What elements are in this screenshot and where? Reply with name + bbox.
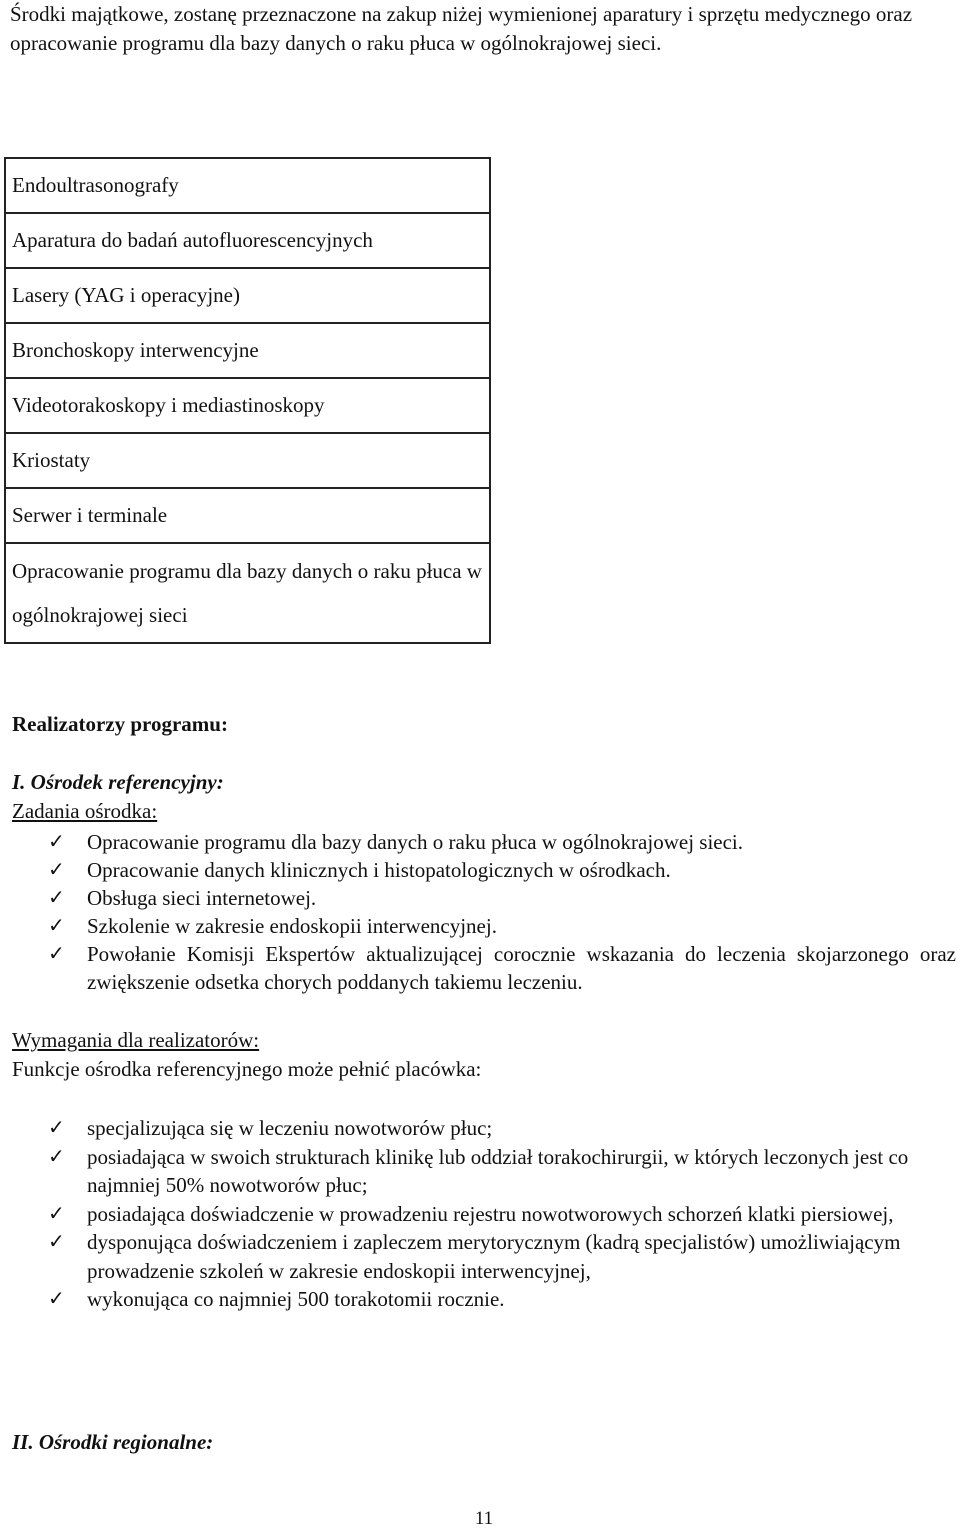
list-item-text: Obsługa sieci internetowej. — [87, 886, 317, 910]
check-icon: ✓ — [48, 1231, 65, 1253]
list-item-text: Opracowanie programu dla bazy danych o raku płuca w ogólnokrajowej sieci. — [87, 830, 744, 854]
table-cell: Aparatura do badań autofluorescencyjnych — [5, 213, 490, 268]
table-row — [5, 543, 490, 643]
check-icon: ✓ — [48, 1202, 65, 1225]
check-icon: ✓ — [48, 1288, 65, 1310]
realizers-heading: Realizatorzy programu: — [12, 712, 228, 736]
table-cell: Endoultrasonografy — [5, 158, 490, 213]
list-item-text: Opracowanie danych klinicznych i histopatologicznych w ośrodkach. — [87, 858, 671, 882]
table-cell: Opracowanie programu dla bazy danych o raku płuca w ogólnokrajowej sieci — [5, 543, 490, 643]
table-row — [5, 158, 490, 213]
table-row — [5, 488, 490, 543]
intro-paragraph: Środki majątkowe, zostanę przeznaczone na zakup niżej wymienionej aparatury i sprzętu medycznego oraz opracowanie programu dla bazy danych o raku płuca w ogólnokrajowej sieci. — [10, 2, 913, 55]
list-item-text: specjalizująca się w leczeniu nowotworów płuc; — [87, 1116, 493, 1140]
check-icon: ✓ — [48, 943, 65, 965]
page-number: 11 — [474, 1508, 494, 1529]
requirements-list — [0, 1114, 960, 1314]
check-icon: ✓ — [48, 1145, 65, 1168]
list-item — [0, 1285, 960, 1314]
requirements-label: Wymagania dla realizatorów: — [12, 1028, 260, 1052]
list-item — [0, 1200, 960, 1229]
table-row — [5, 323, 490, 378]
table-row — [5, 433, 490, 488]
table-cell: Videotorakoskopy i mediastinoskopy — [5, 378, 490, 433]
list-item-text: wykonująca co najmniej 500 torakotomii rocznie. — [87, 1287, 505, 1311]
check-icon: ✓ — [48, 887, 65, 909]
list-item — [0, 1143, 960, 1200]
list-item-text: posiadająca w swoich strukturach klinikę lub oddział torakochirurgii, w których leczonych jest co najmniej 50% nowotworów płuc; — [87, 1144, 909, 1197]
table-cell: Bronchoskopy interwencyjne — [5, 323, 490, 378]
table-cell: Serwer i terminale — [5, 488, 490, 543]
tasks-label: Zadania ośrodka: — [12, 799, 158, 823]
requirements-intro: Funkcje ośrodka referencyjnego może pełnić placówka: — [12, 1057, 482, 1081]
check-icon: ✓ — [48, 915, 65, 937]
tasks-list — [0, 828, 960, 996]
reference-center-heading: I. Ośrodek referencyjny: — [12, 770, 224, 794]
list-item — [0, 940, 960, 996]
list-item-text: Szkolenie w zakresie endoskopii interwencyjnej. — [87, 914, 497, 938]
table-row — [5, 378, 490, 433]
list-item — [0, 828, 960, 856]
list-item-text: posiadająca doświadczenie w prowadzeniu rejestru nowotworowych schorzeń klatki piersiowej, — [87, 1201, 894, 1226]
table-cell: Kriostaty — [5, 433, 490, 488]
table-cell: Lasery (YAG i operacyjne) — [5, 268, 490, 323]
list-item — [0, 912, 960, 940]
table-row — [5, 268, 490, 323]
regional-centers-heading: II. Ośrodki regionalne: — [12, 1430, 214, 1454]
list-item — [0, 856, 960, 884]
list-item — [0, 1114, 960, 1143]
list-item — [0, 1228, 960, 1285]
check-icon: ✓ — [48, 1117, 65, 1139]
check-icon: ✓ — [48, 859, 65, 881]
list-item — [0, 884, 960, 912]
equipment-table — [4, 157, 491, 644]
table-row — [5, 213, 490, 268]
list-item-text: dysponująca doświadczeniem i zapleczem merytorycznym (kadrą specjalistów) umożliwiającym prowadzenie szkoleń w zakresie endoskopii interwencyjnej, — [87, 1230, 901, 1283]
list-item-text: Powołanie Komisji Ekspertów aktualizującej corocznie wskazania do leczenia skojarzonego oraz zwiększenie odsetka chorych poddanych takiemu leczeniu. — [87, 942, 956, 994]
check-icon: ✓ — [48, 831, 65, 853]
